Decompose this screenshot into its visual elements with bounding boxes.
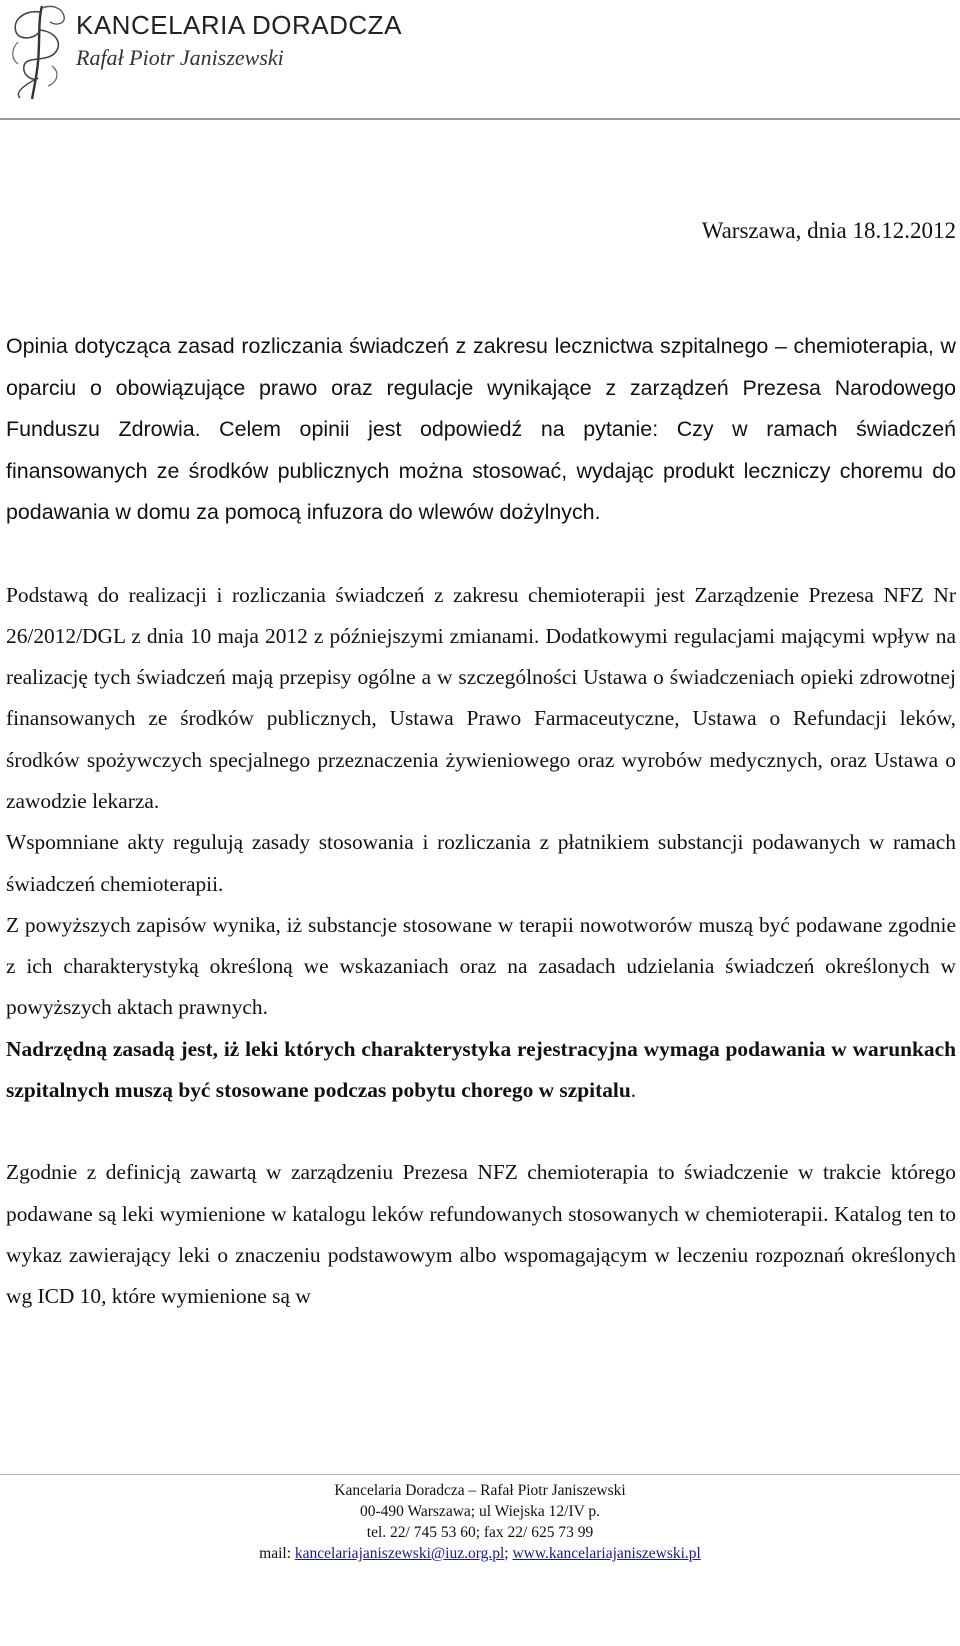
- paragraph-legal-basis: [6, 575, 956, 823]
- paragraph-subject: [6, 326, 956, 534]
- document-date: Warszawa, dnia 18.12.2012: [701, 218, 956, 243]
- footer-separator: ;: [504, 1545, 513, 1562]
- brand-block: [76, 10, 402, 72]
- footer-company: Kancelaria Doradcza – Rafał Piotr Janiszewski: [334, 1482, 626, 1499]
- email-link[interactable]: kancelariajaniszewski@iuz.org.pl: [294, 1545, 505, 1562]
- footer-divider: [0, 1474, 960, 1475]
- document-body: [6, 326, 956, 1318]
- website-link[interactable]: www.kancelariajaniszewski.pl: [512, 1545, 701, 1562]
- header-divider: [0, 118, 960, 120]
- footer-phone: tel. 22/ 745 53 60; fax 22/ 625 73 99: [366, 1524, 594, 1541]
- paragraph-definition: Zgodnie z definicją zawartą w zarządzeniu Prezesa NFZ chemioterapia to świadczenie w trakcie którego podawane są leki wymienione w katalogu leków refundowanych stosowanych w chemioterapii. Katalog ten to wykaz zawierający leki o znaczeniu podstawowym albo wspomagającym w leczeniu rozpoznań określonych wg ICD 10, które wymienione są w: [6, 1160, 956, 1309]
- additional-regulations-text: Dodatkowymi regulacjami mającymi wpływ na realizację tych świadczeń mają przepisy ogólne a w szczególności Ustawa o świadczeniach opieki zdrowotnej finansowanych ze środków publicznych, Ustawa Prawo Farmaceutyczne, Ustawa o Refundacji leków, środków spożywczych specjalnego przeznaczenia żywieniowego oraz wyrobów medycznych, oraz Ustawa o zawodzie lekarza.: [6, 623, 956, 813]
- caduceus-icon: [4, 2, 74, 102]
- brand-name: KANCELARIA DORADCZA: [76, 10, 402, 40]
- legal-basis-text: Podstawą do realizacji i rozliczania świadczeń z zakresu chemioterapii jest Zarządzenie Prezesa NFZ Nr 26/2012/DGL z dnia 10 maja 2012 z późniejszymi zmianami.: [6, 582, 956, 648]
- paragraph-acts: Wspomniane akty regulują zasady stosowania i rozliczania z płatnikiem substancji podawanych w ramach świadczeń chemioterapii.: [6, 830, 956, 896]
- principle-text: Nadrzędną zasadą jest, iż leki których charakterystyka rejestracyjna wymaga podawania w warunkach szpitalnych muszą być stosowane podczas pobytu chorego w szpitalu: [6, 1036, 956, 1103]
- principle-end: .: [630, 1078, 637, 1103]
- paragraph-conclusion: Z powyższych zapisów wynika, iż substancje stosowane w terapii nowotworów muszą być podawane zgodnie z ich charakterystyką określoną we wskazaniach oraz na zasadach udzielania świadczeń określonych w powyższych aktach prawnych.: [6, 912, 956, 1020]
- footer-mail-label: mail:: [259, 1545, 295, 1562]
- footer-address: 00-490 Warszawa; ul Wiejska 12/IV p.: [359, 1503, 601, 1520]
- subject-text: Opinia dotycząca zasad rozliczania świadczeń z zakresu lecznictwa szpitalnego – chemioterapia, w oparciu o obowiązujące prawo oraz regulacje wynikające z zarządzeń Prezesa Narodowego Funduszu Zdrowia.: [6, 334, 956, 441]
- paragraph-principle: [6, 1029, 956, 1112]
- footer: [0, 1480, 960, 1564]
- question-text: Celem opinii jest odpowiedź na pytanie: Czy w ramach świadczeń finansowanych ze środków publicznych można stosować, wydając produkt leczniczy choremu do podawania w domu za pomocą infuzora do wlewów dożylnych.: [6, 417, 956, 524]
- brand-owner: Rafał Piotr Janiszewski: [76, 45, 284, 70]
- footer-contact: [0, 1543, 960, 1564]
